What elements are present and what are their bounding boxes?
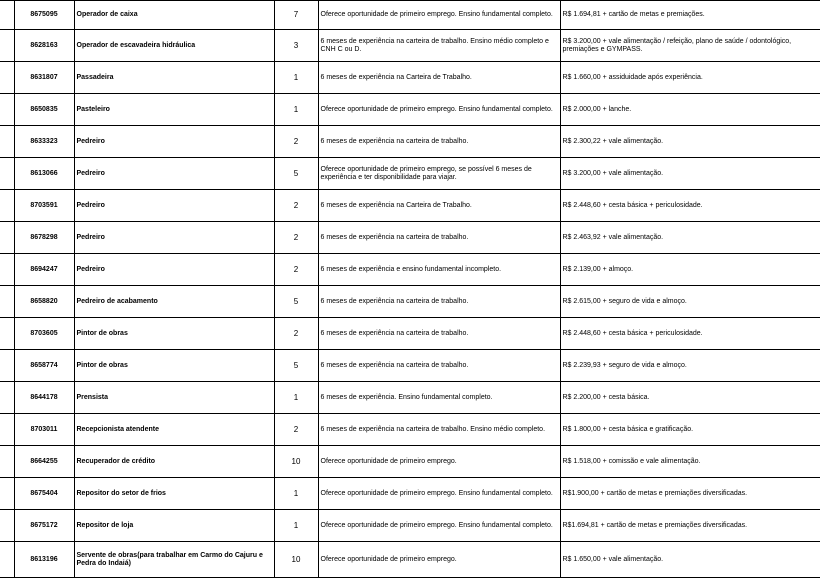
vacancy-code: 8658774 [14,350,74,382]
job-title: Recuperador de crédito [74,446,274,478]
salary-benefits: R$1.694,81 + cartão de metas e premiações diversificadas. [560,510,820,542]
vacancy-count: 5 [274,350,318,382]
row-margin-cell [0,510,14,542]
vacancy-code: 8658820 [14,286,74,318]
job-title: Recepcionista atendente [74,414,274,446]
requirements: 6 meses de experiência na Carteira de Trabalho. [318,62,560,94]
vacancy-code: 8633323 [14,126,74,158]
requirements: Oferece oportunidade de primeiro emprego, se possível 6 meses de experiência e ter disponibilidade para viajar. [318,158,560,190]
salary-benefits: R$ 2.463,92 + vale alimentação. [560,222,820,254]
vacancy-count: 10 [274,542,318,578]
vacancy-code: 8703011 [14,414,74,446]
table-row [0,94,820,126]
row-margin-cell [0,254,14,286]
vacancy-count: 1 [274,62,318,94]
requirements: 6 meses de experiência na carteira de trabalho. [318,126,560,158]
requirements: Oferece oportunidade de primeiro emprego. Ensino fundamental completo. [318,510,560,542]
salary-benefits: R$ 1.660,00 + assiduidade após experiência. [560,62,820,94]
row-margin-cell [0,350,14,382]
job-title: Pintor de obras [74,350,274,382]
vacancy-count: 1 [274,94,318,126]
table-row [0,478,820,510]
table-row [0,510,820,542]
table-row [0,414,820,446]
job-title: Repositor de loja [74,510,274,542]
table-row [0,542,820,578]
row-margin-cell [0,286,14,318]
vacancy-count: 1 [274,382,318,414]
table-row [0,350,820,382]
vacancy-count: 5 [274,158,318,190]
vacancy-count: 7 [274,1,318,30]
table-body [0,1,820,578]
vacancy-code: 8644178 [14,382,74,414]
salary-benefits: R$ 2.200,00 + cesta básica. [560,382,820,414]
job-title: Pedreiro [74,158,274,190]
vacancy-count: 1 [274,510,318,542]
row-margin-cell [0,158,14,190]
row-margin-cell [0,414,14,446]
vacancy-count: 2 [274,414,318,446]
vacancy-code: 8628163 [14,30,74,62]
salary-benefits: R$ 1.694,81 + cartão de metas e premiações. [560,1,820,30]
vacancy-count: 2 [274,318,318,350]
vacancy-count: 1 [274,478,318,510]
row-margin-cell [0,190,14,222]
salary-benefits: R$ 1.800,00 + cesta básica e gratificação. [560,414,820,446]
row-margin-cell [0,222,14,254]
table-row [0,222,820,254]
salary-benefits: R$ 2.239,93 + seguro de vida e almoço. [560,350,820,382]
row-margin-cell [0,542,14,578]
job-title: Repositor do setor de frios [74,478,274,510]
job-title: Servente de obras(para trabalhar em Carmo do Cajuru e Pedra do Indaiá) [74,542,274,578]
requirements: 6 meses de experiência e ensino fundamental incompleto. [318,254,560,286]
row-margin-cell [0,62,14,94]
requirements: Oferece oportunidade de primeiro emprego. [318,446,560,478]
job-title: Pedreiro [74,190,274,222]
row-margin-cell [0,1,14,30]
vacancy-count: 2 [274,254,318,286]
requirements: 6 meses de experiência na carteira de trabalho. [318,286,560,318]
vacancy-count: 2 [274,222,318,254]
row-margin-cell [0,318,14,350]
table-row [0,126,820,158]
job-title: Pedreiro [74,222,274,254]
table-row [0,190,820,222]
vacancy-code: 8650835 [14,94,74,126]
salary-benefits: R$ 1.518,00 + comissão e vale alimentação. [560,446,820,478]
table-row [0,254,820,286]
table-row [0,446,820,478]
vacancy-code: 8678298 [14,222,74,254]
salary-benefits: R$ 2.448,60 + cesta básica + periculosidade. [560,318,820,350]
vacancy-code: 8675095 [14,1,74,30]
job-title: Pedreiro [74,254,274,286]
salary-benefits: R$ 2.000,00 + lanche. [560,94,820,126]
requirements: Oferece oportunidade de primeiro emprego. [318,542,560,578]
table-row [0,318,820,350]
vacancy-code: 8613066 [14,158,74,190]
job-title: Operador de escavadeira hidráulica [74,30,274,62]
vacancy-code: 8664255 [14,446,74,478]
vacancy-count: 2 [274,126,318,158]
table-row [0,158,820,190]
vacancy-code: 8703605 [14,318,74,350]
row-margin-cell [0,446,14,478]
salary-benefits: R$ 3.200,00 + vale alimentação. [560,158,820,190]
row-margin-cell [0,94,14,126]
row-margin-cell [0,382,14,414]
table-row [0,1,820,30]
job-title: Passadeira [74,62,274,94]
row-margin-cell [0,478,14,510]
job-title: Operador de caixa [74,1,274,30]
job-title: Prensista [74,382,274,414]
requirements: 6 meses de experiência na carteira de trabalho. [318,350,560,382]
salary-benefits: R$1.900,00 + cartão de metas e premiações diversificadas. [560,478,820,510]
salary-benefits: R$ 1.650,00 + vale alimentação. [560,542,820,578]
vacancy-code: 8675172 [14,510,74,542]
vacancy-count: 3 [274,30,318,62]
requirements: 6 meses de experiência na carteira de trabalho. [318,222,560,254]
vacancy-code: 8694247 [14,254,74,286]
requirements: Oferece oportunidade de primeiro emprego. Ensino fundamental completo. [318,94,560,126]
job-title: Pasteleiro [74,94,274,126]
job-title: Pedreiro [74,126,274,158]
row-margin-cell [0,30,14,62]
salary-benefits: R$ 3.200,00 + vale alimentação / refeição, plano de saúde / odontológico, premiações e GYMPASS. [560,30,820,62]
salary-benefits: R$ 2.139,00 + almoço. [560,254,820,286]
table-row [0,382,820,414]
requirements: 6 meses de experiência. Ensino fundamental completo. [318,382,560,414]
requirements: Oferece oportunidade de primeiro emprego. Ensino fundamental completo. [318,1,560,30]
vacancy-code: 8703591 [14,190,74,222]
salary-benefits: R$ 2.300,22 + vale alimentação. [560,126,820,158]
salary-benefits: R$ 2.448,60 + cesta básica + periculosidade. [560,190,820,222]
requirements: Oferece oportunidade de primeiro emprego. Ensino fundamental completo. [318,478,560,510]
salary-benefits: R$ 2.615,00 + seguro de vida e almoço. [560,286,820,318]
vacancy-count: 10 [274,446,318,478]
requirements: 6 meses de experiência na carteira de trabalho. [318,318,560,350]
job-title: Pintor de obras [74,318,274,350]
requirements: 6 meses de experiência na Carteira de Trabalho. [318,190,560,222]
row-margin-cell [0,126,14,158]
vacancy-count: 2 [274,190,318,222]
requirements: 6 meses de experiência na carteira de trabalho. Ensino médio completo e CNH C ou D. [318,30,560,62]
table-row [0,30,820,62]
table-row [0,62,820,94]
table-row [0,286,820,318]
vacancy-code: 8675404 [14,478,74,510]
job-title: Pedreiro de acabamento [74,286,274,318]
vacancy-code: 8631807 [14,62,74,94]
requirements: 6 meses de experiência na carteira de trabalho. Ensino médio completo. [318,414,560,446]
vacancy-count: 5 [274,286,318,318]
vacancy-code: 8613196 [14,542,74,578]
